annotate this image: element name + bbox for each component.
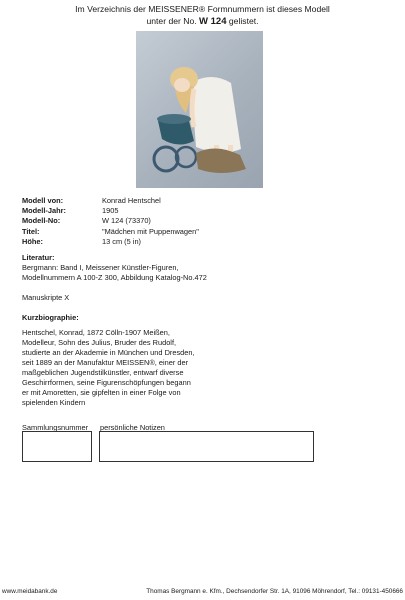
model-info	[22, 196, 199, 247]
header	[0, 3, 405, 28]
footer-address: Thomas Bergmann e. Kfm., Dechsendorfer Str. 1A, 91096 Möhrendorf, Tel.: 09131-450666	[146, 588, 403, 595]
info-key: Modell-No:	[22, 216, 61, 226]
header-line-2	[0, 15, 405, 28]
header-line-2-suffix: gelistet.	[228, 16, 259, 26]
bio-line: er mit Amoretten, sie gipfelten in einer Folge von	[22, 388, 181, 397]
info-key: Modell von:	[22, 196, 64, 205]
model-number: W 124	[199, 16, 227, 27]
bio-line: maßgeblichen Jugendstilkünstler, entwarf diverse	[22, 368, 184, 377]
bio-line: Geschirrformen, seine Figurenschöpfungen begann	[22, 378, 191, 387]
header-line-2-prefix: unter der No.	[146, 16, 197, 26]
notizen-field[interactable]	[99, 431, 314, 462]
bio-line: studierte an der Akademie in München und Dresden,	[22, 348, 195, 357]
info-row-modell-von	[22, 196, 199, 206]
bio-heading-text: Kurzbiographie:	[22, 313, 79, 322]
sammlungsnummer-label: Sammlungsnummer	[22, 423, 89, 432]
info-key: Titel:	[22, 226, 40, 236]
manuskripte: Manuskripte X	[22, 293, 70, 302]
info-value: "Mädchen mit Puppenwagen"	[102, 226, 199, 236]
bio-line: seit 1889 an der Manufaktur MEISSEN®, einer der	[22, 358, 189, 367]
info-row-modell-no	[22, 216, 199, 226]
info-row-modell-jahr	[22, 206, 199, 216]
bio-line: spielenden Kindern	[22, 398, 86, 407]
figurine-illustration	[136, 31, 263, 188]
literatur-section	[22, 253, 207, 283]
info-row-hoehe	[22, 237, 199, 247]
bio-section	[22, 328, 195, 408]
info-value: 1905	[102, 206, 119, 216]
header-line-1: Im Verzeichnis der MEISSENER® Formnummern ist dieses Modell	[75, 4, 330, 14]
info-key: Modell-Jahr:	[22, 206, 66, 216]
info-row-titel	[22, 227, 199, 237]
info-key: Höhe:	[22, 236, 43, 246]
info-value: 13 cm (5 in)	[102, 236, 142, 246]
literatur-line-1: Bergmann: Band I, Meissener Künstler-Figuren,	[22, 263, 179, 272]
info-value: W 124 (73370)	[102, 216, 151, 226]
bio-line: Modelleur, Sohn des Julius, Bruder des Rudolf,	[22, 338, 177, 347]
figurine-photo	[136, 31, 263, 188]
literatur-heading: Literatur:	[22, 253, 55, 262]
bio-line: Hentschel, Konrad, 1872 Cölln-1907 Meißen,	[22, 328, 170, 337]
info-value: Konrad Hentschel	[102, 196, 161, 205]
notizen-label: persönliche Notizen	[100, 423, 165, 432]
literatur-line-2: Modellnummern A 100-Z 300, Abbildung Katalog-No.472	[22, 273, 207, 282]
bio-heading	[22, 313, 79, 323]
sammlungsnummer-field[interactable]	[22, 431, 92, 462]
footer-website[interactable]: www.meidabank.de	[2, 588, 58, 595]
